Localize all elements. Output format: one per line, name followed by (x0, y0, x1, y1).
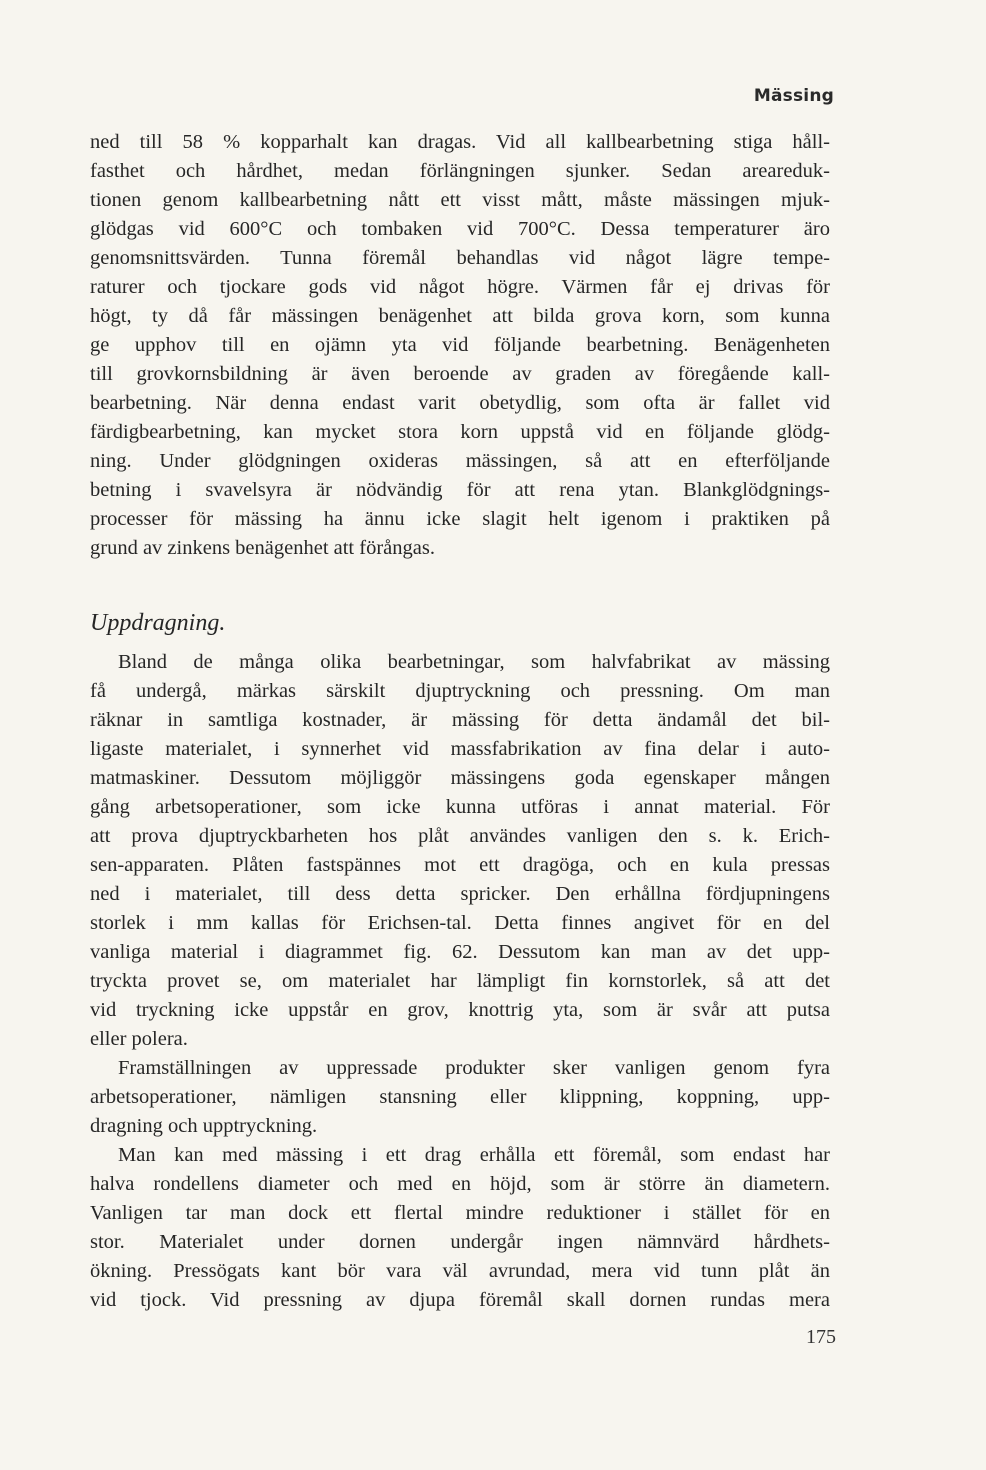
text-line: fasthet och hårdhet, medan förlängningen sjunker. Sedan areareduk- (90, 160, 830, 182)
text-line: eller polera. (90, 1028, 188, 1050)
text-line: vid tryckning icke uppstår en grov, knottrig yta, som är svår att putsa (90, 999, 830, 1021)
text-line: räknar in samtliga kostnader, är mässing för detta ändamål det bil- (90, 709, 830, 731)
text-line: att prova djuptryckbarheten hos plåt användes vanligen den s. k. Erich- (90, 825, 830, 847)
text-line: tionen genom kallbearbetning nått ett visst mått, måste mässingen mjuk- (90, 189, 830, 211)
text-line: stor. Materialet under dornen undergår ingen nämnvärd hårdhets- (90, 1231, 830, 1253)
text-line: vanliga material i diagrammet fig. 62. Dessutom kan man av det upp- (90, 941, 830, 963)
page-number: 175 (806, 1326, 836, 1348)
paragraph-production-steps (90, 1054, 830, 1141)
section-heading: Uppdragning. (90, 610, 226, 636)
text-line: bearbetning. När denna endast varit obetydlig, som ofta är fallet vid (90, 392, 830, 414)
text-line: raturer och tjockare gods vid något högre. Värmen får ej drivas för (90, 276, 830, 298)
text-line: matmaskiner. Dessutom möjliggör mässingens goda egenskaper mången (90, 767, 830, 789)
text-line: gång arbetsoperationer, som icke kunna utföras i annat material. För (90, 796, 830, 818)
text-line: få undergå, märkas särskilt djuptryckning och pressning. Om man (90, 680, 830, 702)
text-line: vid tjock. Vid pressning av djupa föremål skall dornen rundas mera (90, 1289, 830, 1311)
text-line: Man kan med mässing i ett drag erhålla ett föremål, som endast har (118, 1144, 830, 1166)
text-line: glödgas vid 600°C och tombaken vid 700°C. Dessa temperaturer äro (90, 218, 830, 240)
text-line: ned till 58 % kopparhalt kan dragas. Vid all kallbearbetning stiga håll- (90, 131, 830, 153)
text-line: ned i materialet, till dess detta spricker. Den erhållna fördjupningens (90, 883, 830, 905)
text-line: till grovkornsbildning är även beroende av graden av föregående kall- (90, 363, 830, 385)
text-line: storlek i mm kallas för Erichsen-tal. Detta finnes angivet för en del (90, 912, 830, 934)
text-line: Vanligen tar man dock ett flertal mindre reduktioner i stället för en (90, 1202, 830, 1224)
text-line: genomsnittsvärden. Tunna föremål behandlas vid något lägre tempe- (90, 247, 830, 269)
text-line: tryckta provet se, om materialet har lämpligt fin kornstorlek, så att det (90, 970, 830, 992)
paragraph-brass-working (90, 128, 830, 563)
text-line: sen-apparaten. Plåten fastspännes mot ett dragöga, och en kula pressas (90, 854, 830, 876)
text-line: betning i svavelsyra är nödvändig för att rena ytan. Blankglödgnings- (90, 479, 830, 501)
text-line: processer för mässing ha ännu icke slagit helt igenom i praktiken på (90, 508, 830, 530)
text-line: färdigbearbetning, kan mycket stora korn uppstå vid en följande glödg- (90, 421, 830, 443)
text-line: ökning. Pressögats kant bör vara väl avrundad, mera vid tunn plåt än (90, 1260, 830, 1282)
text-line: ge upphov till en ojämn yta vid följande bearbetning. Benägenheten (90, 334, 830, 356)
text-line: högt, ty då får mässingen benägenhet att bilda grova korn, som kunna (90, 305, 830, 327)
text-line: arbetsoperationer, nämligen stansning eller klippning, koppning, upp- (90, 1086, 830, 1108)
text-line: halva rondellens diameter och med en höjd, som är större än diametern. (90, 1173, 830, 1195)
text-line: dragning och upptryckning. (90, 1115, 318, 1137)
paragraph-deep-drawing (90, 648, 830, 1054)
text-line: ning. Under glödgningen oxideras mässingen, så att en efterföljande (90, 450, 830, 472)
text-line: ligaste materialet, i synnerhet vid massfabrikation av fina delar i auto- (90, 738, 830, 760)
running-head: Mässing (753, 86, 834, 106)
paragraph-single-draw (90, 1141, 830, 1315)
text-line: Bland de många olika bearbetningar, som halvfabrikat av mässing (118, 651, 830, 673)
text-line: grund av zinkens benägenhet att förångas. (90, 537, 435, 559)
text-line: Framställningen av uppressade produkter sker vanligen genom fyra (118, 1057, 830, 1079)
